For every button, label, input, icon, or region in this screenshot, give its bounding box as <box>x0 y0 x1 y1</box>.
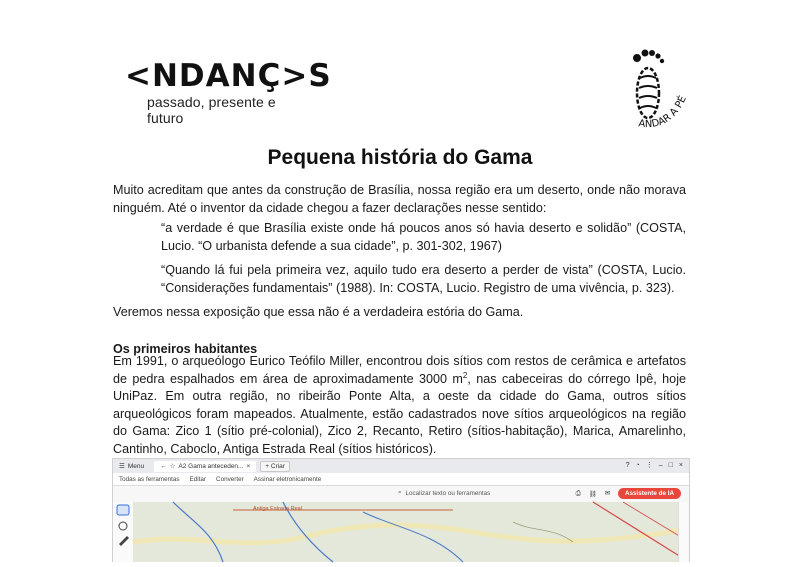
search-placeholder: Localizar texto ou ferramentas <box>405 489 491 497</box>
section-heading: Os primeiros habitantes <box>113 341 258 356</box>
search-field[interactable] <box>398 489 490 497</box>
toolbar-secondary <box>113 486 689 503</box>
search-icon: ⌕ <box>398 489 402 496</box>
window-close-icon[interactable]: × <box>678 461 683 469</box>
window-controls <box>626 461 683 469</box>
ai-assistant-button[interactable]: Assistente de IA <box>618 488 681 499</box>
viewer-content <box>113 502 689 562</box>
browser-tabbar <box>113 459 689 473</box>
left-tool-rail <box>113 502 134 562</box>
document-tab[interactable] <box>154 461 256 472</box>
new-tab-label: Criar <box>270 462 285 470</box>
andancas-wordmark <box>125 58 332 94</box>
comment-tool-icon[interactable] <box>119 522 127 530</box>
footprint-icon <box>618 38 698 138</box>
link-icon[interactable]: ⛓ <box>588 490 597 498</box>
plus-icon: + <box>265 462 270 470</box>
hamburger-icon: ☰ <box>119 463 125 470</box>
help-icon[interactable]: ? <box>625 461 630 469</box>
tab-label: A2 Gama anteceden... <box>178 462 244 470</box>
andancas-logo <box>125 58 332 126</box>
apps-icon[interactable]: ⋮ <box>645 462 653 469</box>
andar-a-pe-logo <box>618 38 698 138</box>
paragraph-3-part-b: , nas cabeceiras do córrego Ipê, hoje UniPaz. Em outra região, no ribeirão Ponte Alta, a oeste da cidade do Gama, outros sítios arqueológicos foram mapeados. Atualmente, estão cadastrados nove sítios arqueológicos na região do Gama: Zico 1 (sítio pré-colonial), Zico 2, Recanto, Retiro (sítios-habitação), Marica, Amarelinho, Cantinho, Caboclo, Antiga Estrada Real (sítios históricos). <box>113 371 686 456</box>
toolbar-actions <box>576 488 681 499</box>
andar-a-pe-text: ANDAR A PÉ <box>637 94 689 131</box>
cursor-tool-icon[interactable] <box>117 505 129 515</box>
bell-icon[interactable]: ◔ <box>635 461 640 469</box>
all-tools-link[interactable]: Todas as ferramentas <box>119 475 180 483</box>
paragraph-2: Veremos nessa exposição que essa não é a verdadeira estória do Gama. <box>113 305 524 319</box>
superscript-2: 2 <box>462 370 468 380</box>
paragraph-3-part-a: Em 1991, o arqueólogo Eurico Teófilo Miller, encontrou dois sítios com restos de cerâmica e artefatos de pedra espalhados em área de aproximadamente 3000 m <box>113 354 686 386</box>
svg-text:<NDANÇ>S: <NDANÇ>S <box>125 58 332 94</box>
edit-link[interactable]: Editar <box>189 475 207 483</box>
map-road-label: Antiga Estrada Real <box>253 506 302 512</box>
logo-tagline: passado, presente e futuro <box>147 94 276 126</box>
menu-button[interactable] <box>119 462 144 470</box>
page-title: Pequena história do Gama <box>267 146 533 169</box>
menu-label: Menu <box>127 462 145 470</box>
sign-link[interactable]: Assinar eletronicamente <box>253 475 322 483</box>
right-tool-rail <box>678 502 689 562</box>
back-arrow-icon: ← <box>160 462 167 470</box>
maximize-icon[interactable]: □ <box>668 461 673 469</box>
new-tab-button[interactable] <box>260 461 290 472</box>
star-icon: ☆ <box>169 463 176 470</box>
quote-1: “a verdade é que Brasília existe onde há poucos anos só havia deserto e solidão” (COSTA, Lucio. “O urbanista defende a sua cidade”, p. 301-302, 1967) <box>161 221 686 253</box>
minimize-icon[interactable]: – <box>658 461 663 469</box>
close-icon[interactable]: × <box>246 462 251 470</box>
pen-tool-icon[interactable] <box>119 536 129 546</box>
print-icon[interactable]: ⎙ <box>575 489 581 497</box>
map-graphic <box>133 502 681 562</box>
toolbar-top <box>113 473 689 486</box>
mail-icon[interactable]: ✉ <box>604 490 610 497</box>
quote-2: “Quando lá fui pela primeira vez, aquilo tudo era deserto a perder de vista” (COSTA, Lucio. “Considerações fundamentais” (1988). In: COSTA, Lucio. Registro de uma vivência, p. 323). <box>161 263 686 295</box>
intro-paragraph: Muito acreditam que antes da construção de Brasília, nossa região era um deserto, onde não morava ninguém. Até o inventor da cidade chegou a fazer declarações nesse sentido: <box>113 183 686 215</box>
embedded-screenshot <box>112 458 690 562</box>
paragraph-3 <box>113 353 686 458</box>
convert-link[interactable]: Converter <box>216 475 244 483</box>
map-image <box>133 502 681 562</box>
